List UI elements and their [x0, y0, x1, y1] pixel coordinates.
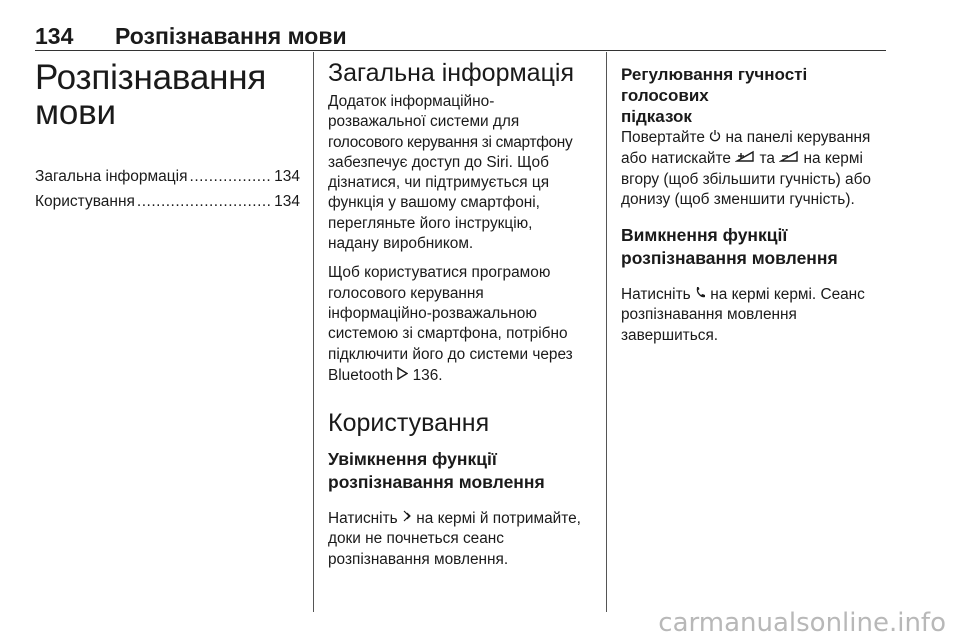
cross-reference-link[interactable]: 136.: [412, 366, 443, 384]
text-span: на панелі керування: [725, 129, 871, 146]
text-line: дізнатися, чи підтримується ця: [328, 174, 550, 192]
text-line: інформаційно-розважальною: [328, 304, 537, 322]
deactivate-heading: [621, 224, 889, 270]
toc-entry-page: 134: [274, 168, 300, 185]
text-span: та: [759, 150, 775, 168]
watermark: carmanualsonline.info: [658, 608, 946, 638]
heading-line: Увімкнення функції: [328, 449, 497, 470]
toc-leader-dots: [137, 193, 272, 211]
text-line: функція у вашому смартфоні,: [328, 194, 540, 212]
chapter-title-line: мови: [35, 93, 116, 132]
toc-leader-dots: [190, 168, 273, 186]
heading-line: розпізнавання мовлення: [328, 472, 545, 493]
text-line: вгору (щоб збільшити гучність) або: [621, 170, 871, 188]
text-line: розпізнавання мовлення: [621, 306, 797, 324]
general-info-paragraph-1: [328, 92, 603, 254]
general-info-heading: Загальна інформація: [328, 59, 574, 87]
running-header-title: Розпізнавання мови: [115, 23, 347, 49]
text-line: системою зі смартфона, потрібно: [328, 325, 568, 343]
activate-heading: [328, 448, 603, 494]
text-span: на кермі: [803, 150, 863, 168]
voice-icon: [402, 508, 412, 528]
volume-paragraph: [621, 127, 889, 210]
text-line: перегляньте його інструкцію,: [328, 214, 533, 232]
volume-down-icon: [779, 148, 799, 168]
main-column: [328, 56, 603, 570]
text-line: [328, 365, 603, 386]
column-divider-1: [313, 52, 314, 612]
arrow-reference-icon: [397, 365, 408, 385]
heading-line: підказок: [621, 107, 692, 126]
power-knob-icon: [709, 127, 721, 147]
toc-entry-page: 134: [274, 193, 300, 210]
toc-entry-label: Користування: [35, 193, 135, 210]
heading-line: розпізнавання мовлення: [621, 248, 838, 269]
heading-line: Регулювання гучності голосових: [621, 65, 808, 105]
text-line: [328, 508, 603, 529]
text-line: донизу (щоб зменшити гучність).: [621, 190, 855, 208]
heading-line: Вимкнення функції: [621, 225, 788, 246]
text-line: підключити його до системи через: [328, 345, 573, 363]
page-number: 134: [35, 23, 74, 49]
right-column: [621, 56, 889, 346]
volume-heading: [621, 64, 889, 127]
table-of-contents: [35, 168, 300, 218]
toc-entry-label: Загальна інформація: [35, 168, 188, 185]
text-span: на кермі кермі. Сеанс: [710, 286, 865, 304]
chapter-title: [35, 60, 300, 130]
chapter-column: [35, 56, 300, 218]
text-line: завершиться.: [621, 326, 719, 344]
usage-heading: Користування: [328, 409, 490, 438]
text-line: голосового керування: [328, 284, 484, 302]
text-line: Додаток інформаційно-: [328, 93, 495, 110]
activate-paragraph: [328, 508, 603, 570]
volume-up-icon: [735, 148, 755, 168]
general-info-paragraph-2: [328, 263, 603, 386]
column-divider-2: [606, 52, 607, 612]
text-span: Повертайте: [621, 129, 705, 146]
text-line: [621, 127, 889, 148]
text-line: голосового керування зі смартфону: [328, 133, 573, 151]
text-line: розпізнавання мовлення.: [328, 550, 509, 568]
text-span: або натискайте: [621, 150, 731, 168]
text-span: Натисніть: [621, 286, 691, 304]
text-span: на кермі й потримайте,: [416, 510, 581, 528]
text-line: [621, 148, 889, 169]
hang-up-icon: [695, 284, 706, 304]
toc-entry-general[interactable]: [35, 168, 300, 193]
deactivate-paragraph: [621, 284, 889, 346]
header-rule: [35, 50, 886, 51]
text-line: Щоб користуватися програмою: [328, 264, 551, 282]
text-line: забезпечує доступ до Siri. Щоб: [328, 153, 549, 171]
text-line: [621, 284, 889, 305]
chapter-title-line: Розпізнавання: [35, 58, 267, 97]
text-line: доки не почнеться сеанс: [328, 530, 504, 548]
bluetooth-text: Bluetooth: [328, 366, 394, 384]
text-line: надану виробником.: [328, 235, 474, 253]
text-line: розважальної системи для: [328, 113, 520, 131]
toc-entry-usage[interactable]: [35, 193, 300, 218]
text-span: Натисніть: [328, 510, 398, 528]
